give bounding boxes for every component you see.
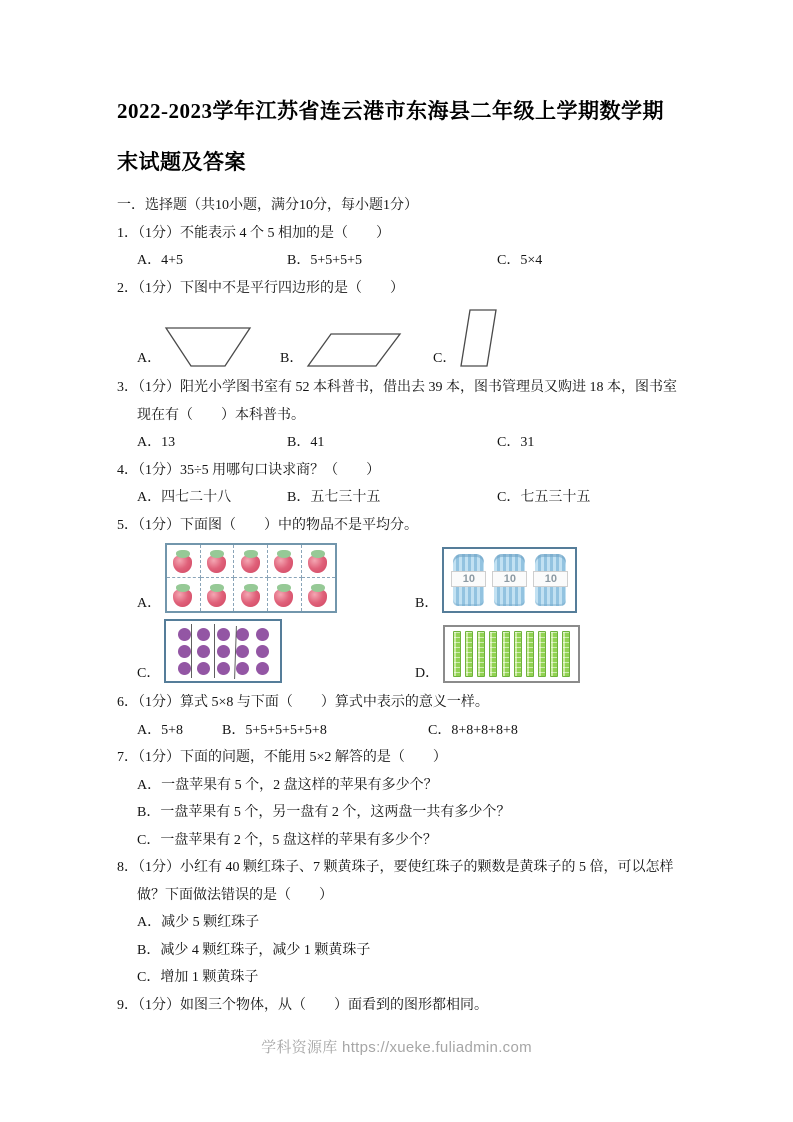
divider-line <box>191 624 192 678</box>
question-7-text: 7．（1分）下面的问题，不能用 5×2 解答的是（ ） <box>117 750 447 765</box>
question-9-text: 9．（1分）如图三个物体，从（ ）面看到的图形都相同。 <box>117 997 488 1013</box>
section-heading: 一．选择题（共10小题，满分10分，每小题1分） <box>117 198 418 213</box>
question-4-option-c: C．七五三十五 <box>497 490 591 505</box>
question-4 <box>117 457 681 512</box>
question-9 <box>117 992 681 1020</box>
picture-option-d <box>415 625 580 683</box>
bundle-count-label: 10 <box>533 571 568 587</box>
question-8-option-a: A．减少 5 颗红珠子 <box>137 915 260 930</box>
strawberry-icon <box>207 583 227 607</box>
question-5-text: 5．（1分）下面图（ ）中的物品不是平均分。 <box>117 517 418 533</box>
strawberry-icon <box>207 549 227 573</box>
bundle-count-label: 10 <box>451 571 486 587</box>
question-2-text: 2．（1分）下图中不是平行四边形的是（ ） <box>117 280 404 296</box>
strawberry-icon <box>173 583 193 607</box>
question-4-option-a: A．四七二十八 <box>137 490 232 505</box>
question-1-option-c: C．5×4 <box>497 253 543 268</box>
question-5 <box>117 512 681 684</box>
question-1-option-b: B．5+5+5+5 <box>287 253 363 268</box>
picture-c-label: C． <box>137 666 161 681</box>
question-8-option-b: B．减少 4 颗红珠子，减少 1 颗黄珠子 <box>137 942 371 958</box>
divider-line <box>214 624 215 678</box>
question-1 <box>117 220 681 275</box>
figure-b-label: B． <box>280 351 304 366</box>
strawberry-icon <box>274 549 294 573</box>
purple-dots-image <box>164 619 282 683</box>
question-3-options <box>137 429 681 457</box>
question-3 <box>117 374 681 457</box>
question-7-option-c: C．一盘苹果有 2 个，5 盘这样的苹果有多少个？ <box>137 832 437 848</box>
figure-option-c <box>433 308 499 368</box>
question-1-text: 1．（1分）不能表示 4 个 5 相加的是（ ） <box>117 225 390 241</box>
question-8-text: 8．（1分）小红有 40 颗红珠子、7 颗黄珠子，要使红珠子的颗数是黄珠子的 5 倍，可以怎样做？下面做法错误的是（ ） <box>117 860 674 903</box>
question-2 <box>117 275 681 369</box>
figure-a-label: A． <box>137 351 162 366</box>
trapezoid-shape <box>164 326 252 368</box>
footer-watermark: 学科资源库 https://xueke.fuliadmin.com <box>261 1039 532 1056</box>
picture-option-c <box>137 619 415 683</box>
question-6 <box>117 689 681 744</box>
figure-c-label: C． <box>433 351 457 366</box>
question-6-options <box>137 717 681 745</box>
picture-option-a <box>137 543 415 613</box>
strawberry-icon <box>173 549 193 573</box>
strawberry-icon <box>308 549 328 573</box>
figure-option-b <box>280 332 433 368</box>
picture-b-label: B． <box>415 596 439 611</box>
picture-option-b <box>415 547 577 613</box>
green-rods-image <box>443 625 580 683</box>
question-3-text: 3．（1分）阳光小学图书室有 52 本科普书，借出去 39 本，图书管理员又购进 18 本，图书室现在有（ ）本科普书。 <box>117 380 677 423</box>
question-4-text: 4．（1分）35÷5 用哪句口诀求商？（ ） <box>117 462 381 478</box>
question-1-option-a: A．4+5 <box>137 253 184 268</box>
parallelogram-shape <box>306 332 402 368</box>
question-7 <box>117 744 681 854</box>
question-3-option-b: B．41 <box>287 435 325 450</box>
question-4-options <box>137 484 681 512</box>
page-title: 2022-2023学年江苏省连云港市东海县二年级上学期数学期末试题及答案 <box>117 99 664 174</box>
stick-bundles-image <box>442 547 577 613</box>
question-3-option-a: A．13 <box>137 435 176 450</box>
question-2-figures <box>137 310 681 368</box>
question-7-option-b: B．一盘苹果有 5 个，另一盘有 2 个，这两盘一共有多少个？ <box>137 805 511 820</box>
question-6-option-c: C．8+8+8+8+8 <box>428 722 518 738</box>
figure-option-a <box>137 326 280 368</box>
bundle-count-label: 10 <box>492 571 527 587</box>
question-7-option-a: A．一盘苹果有 5 个，2 盘这样的苹果有多少个？ <box>137 777 438 793</box>
question-6-option-a: A．5+8 <box>137 722 184 738</box>
question-3-option-c: C．31 <box>497 435 535 450</box>
stick-bundle-icon <box>535 554 566 606</box>
question-8 <box>117 854 681 992</box>
question-1-options <box>137 247 681 275</box>
stick-bundle-icon <box>494 554 525 606</box>
strawberry-icon <box>241 549 261 573</box>
question-4-option-b: B．五七三十五 <box>287 490 381 505</box>
strawberry-icon <box>308 583 328 607</box>
question-6-text: 6．（1分）算式 5×8 与下面（ ）算式中表示的意义一样。 <box>117 695 489 710</box>
strawberry-icon <box>274 583 294 607</box>
strawberry-icon <box>241 583 261 607</box>
question-5-row-2 <box>137 619 681 683</box>
picture-a-label: A． <box>137 596 162 611</box>
strawberries-image <box>165 543 337 613</box>
question-8-option-c: C．增加 1 颗黄珠子 <box>137 970 259 985</box>
slanted-rectangle-shape <box>459 308 499 368</box>
question-6-option-b: B．5+5+5+5+5+8 <box>222 722 327 738</box>
question-5-row-1 <box>137 543 681 613</box>
stick-bundle-icon <box>453 554 484 606</box>
picture-d-label: D． <box>415 666 440 681</box>
